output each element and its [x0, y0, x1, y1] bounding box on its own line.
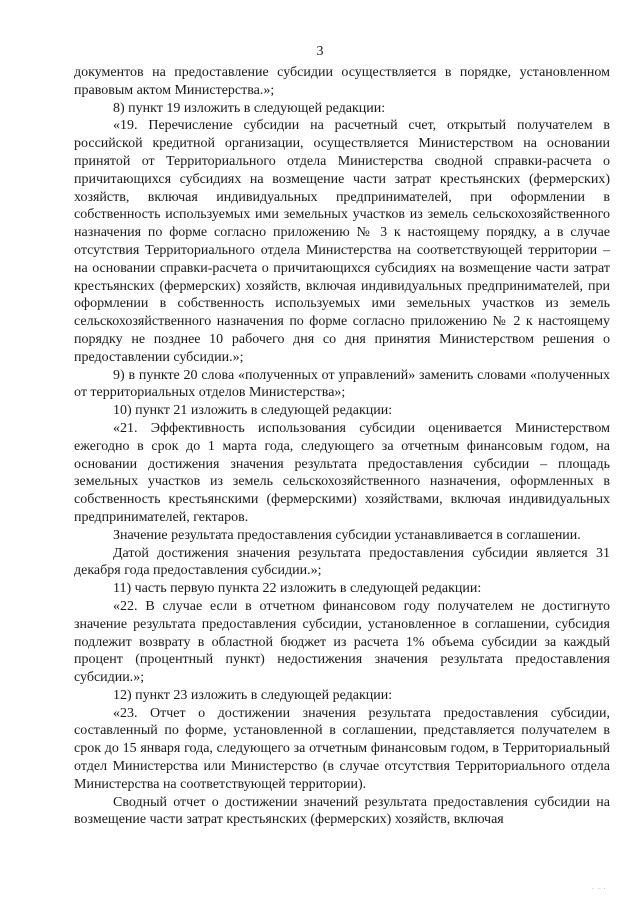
paragraph-clause-23: «23. Отчет о достижении значения результата предоставления субсидии, составленный по форме, установленной в соглашении, представляется получателем в срок до 15 января года, следующего за отчетным финансовым годом, в Территориальный отдел Министерства или Министерство (в случае отсутствия Территориального отдела Министерства на соответствующей территории). — [74, 705, 610, 792]
paragraph-clause-22: «22. В случае если в отчетном финансовом году получателем не достигнуто значение результата предоставления субсидии, установленное в соглашении, субсидия подлежит возврату в областной бюджет из расчета 1% объема субсидии за каждый процент (процентный пункт) недостижения значения результата предоставления субсидии.»; — [74, 598, 610, 686]
scan-artifact: · · · — [592, 886, 607, 893]
paragraph-item-10: 10) пункт 21 изложить в следующей редакции: — [113, 403, 393, 419]
document-body — [74, 64, 610, 829]
paragraph-continuation: документов на предоставление субсидии осуществляется в порядке, установленном правовым актом Министерства.»; — [74, 65, 610, 98]
paragraph-item-8: 8) пункт 19 изложить в следующей редакции: — [113, 100, 386, 116]
paragraph-clause-21: «21. Эффективность использования субсидии оценивается Министерством ежегодно в срок до 1 марта года, следующего за отчетным финансовым годом, на основании достижения значения результата предоставления субсидии – площадь земельных участков из земель сельскохозяйственного назначения, оформленных в собственность крестьянскими (фермерскими) хозяйствами, включая индивидуальных предпринимателей, гектаров. — [74, 420, 610, 525]
page-number: 3 — [316, 44, 324, 59]
paragraph-summary-report: Сводный отчет о достижении значений результата предоставления субсидии на возмещение части затрат крестьянских (фермерских) хозяйств, включая — [74, 794, 610, 828]
paragraph-item-9: 9) в пункте 20 слова «полученных от управлений» заменить словами «полученных от территориальных отделов Министерства»; — [74, 367, 610, 401]
paragraph-clause-19: «19. Перечисление субсидии на расчетный счет, открытый получателем в российской кредитной организации, осуществляется Министерством на основании принятой от Территориального отдела Министерства сводной справки-расчета о причитающихся субсидиях на возмещение части затрат крестьянских (фермерских) хозяйств, включая индивидуальных предпринимателей, при оформлении в собственность используемых ими земельных участков из земель сельскохозяйственного назначения по форме согласно приложению № 3 к настоящему порядку, а в случае отсутствия Территориального отдела Министерства на соответствующей территории – на основании справки-расчета о причитающихся субсидиях на возмещение части затрат крестьянских (фермерских) хозяйств, включая индивидуальных предпринимателей, при оформлении в собственность используемых ими земельных участков из земель сельскохозяйственного назначения по форме согласно приложению № 2 к настоящему порядку не позднее 10 рабочего дня со дня принятия Министерством решения о предоставлении субсидии.»; — [74, 118, 610, 365]
paragraph-item-12: 12) пункт 23 изложить в следующей редакции: — [113, 687, 393, 703]
paragraph-result-value: Значение результата предоставления субсидии устанавливается в соглашении. — [113, 527, 581, 543]
paragraph-result-date: Датой достижения значения результата предоставления субсидии является 31 декабря года предоставления субсидии.»; — [74, 545, 610, 579]
paragraph-item-11: 11) часть первую пункта 22 изложить в следующей редакции: — [113, 581, 482, 597]
